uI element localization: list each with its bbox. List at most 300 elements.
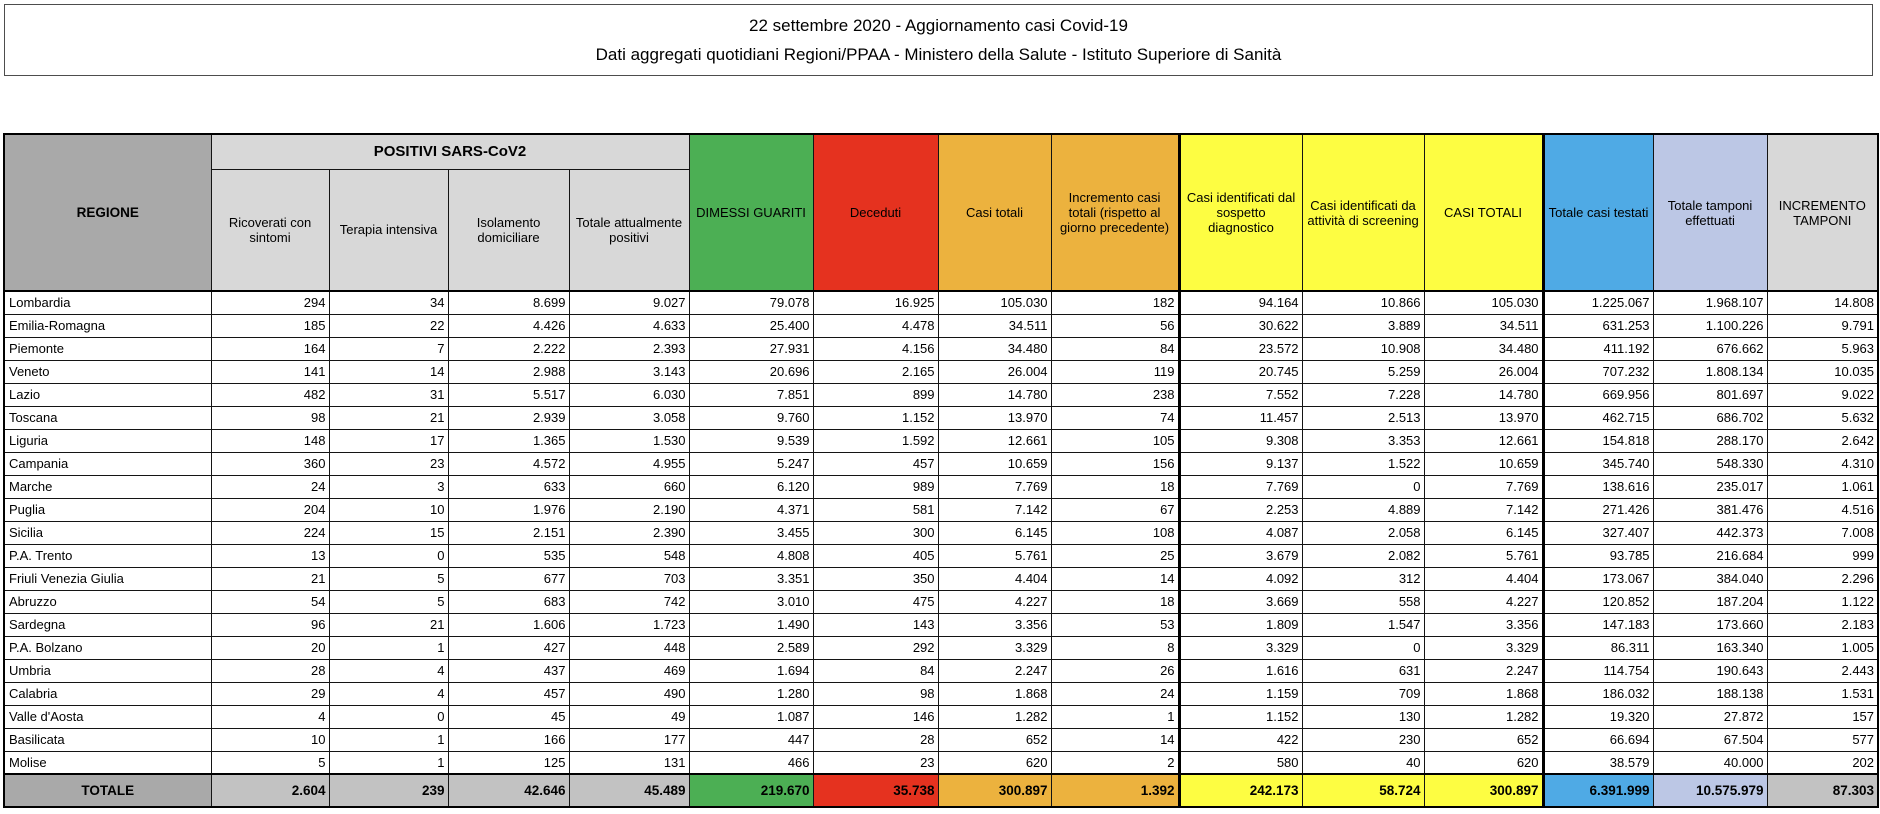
value-cell: 558 bbox=[1302, 590, 1424, 613]
value-cell: 577 bbox=[1767, 728, 1878, 751]
value-cell: 9.539 bbox=[689, 429, 813, 452]
value-cell: 10.866 bbox=[1302, 291, 1424, 314]
value-cell: 3.356 bbox=[938, 613, 1051, 636]
total-value-cell: 1.392 bbox=[1051, 774, 1179, 807]
value-cell: 38.579 bbox=[1543, 751, 1653, 774]
table-row bbox=[4, 383, 1878, 406]
value-cell: 4.227 bbox=[1424, 590, 1543, 613]
value-cell: 2 bbox=[1051, 751, 1179, 774]
value-cell: 67.504 bbox=[1653, 728, 1767, 751]
col-header-deceduti: Deceduti bbox=[813, 134, 938, 291]
value-cell: 1.809 bbox=[1179, 613, 1302, 636]
value-cell: 989 bbox=[813, 475, 938, 498]
value-cell: 3.669 bbox=[1179, 590, 1302, 613]
value-cell: 21 bbox=[211, 567, 329, 590]
total-value-cell: 10.575.979 bbox=[1653, 774, 1767, 807]
value-cell: 1.152 bbox=[813, 406, 938, 429]
value-cell: 411.192 bbox=[1543, 337, 1653, 360]
table-row bbox=[4, 613, 1878, 636]
value-cell: 9.308 bbox=[1179, 429, 1302, 452]
value-cell: 1.522 bbox=[1302, 452, 1424, 475]
value-cell: 34.511 bbox=[938, 314, 1051, 337]
value-cell: 1.100.226 bbox=[1653, 314, 1767, 337]
value-cell: 6.120 bbox=[689, 475, 813, 498]
value-cell: 105.030 bbox=[1424, 291, 1543, 314]
value-cell: 490 bbox=[569, 682, 689, 705]
value-cell: 709 bbox=[1302, 682, 1424, 705]
table-row bbox=[4, 636, 1878, 659]
value-cell: 535 bbox=[448, 544, 569, 567]
value-cell: 288.170 bbox=[1653, 429, 1767, 452]
value-cell: 350 bbox=[813, 567, 938, 590]
total-label-cell: TOTALE bbox=[4, 774, 211, 807]
value-cell: 652 bbox=[1424, 728, 1543, 751]
value-cell: 143 bbox=[813, 613, 938, 636]
value-cell: 2.190 bbox=[569, 498, 689, 521]
value-cell: 6.145 bbox=[938, 521, 1051, 544]
value-cell: 475 bbox=[813, 590, 938, 613]
value-cell: 230 bbox=[1302, 728, 1424, 751]
col-header-regione: REGIONE bbox=[4, 134, 211, 291]
value-cell: 4.310 bbox=[1767, 452, 1878, 475]
value-cell: 581 bbox=[813, 498, 938, 521]
table-row bbox=[4, 498, 1878, 521]
value-cell: 1.968.107 bbox=[1653, 291, 1767, 314]
value-cell: 427 bbox=[448, 636, 569, 659]
value-cell: 177 bbox=[569, 728, 689, 751]
value-cell: 548 bbox=[569, 544, 689, 567]
value-cell: 4.478 bbox=[813, 314, 938, 337]
region-name-cell: Piemonte bbox=[4, 337, 211, 360]
total-row bbox=[4, 774, 1878, 807]
value-cell: 5.963 bbox=[1767, 337, 1878, 360]
value-cell: 5.517 bbox=[448, 383, 569, 406]
value-cell: 119 bbox=[1051, 360, 1179, 383]
value-cell: 125 bbox=[448, 751, 569, 774]
region-name-cell: Friuli Venezia Giulia bbox=[4, 567, 211, 590]
value-cell: 12.661 bbox=[938, 429, 1051, 452]
total-value-cell: 58.724 bbox=[1302, 774, 1424, 807]
value-cell: 23 bbox=[813, 751, 938, 774]
value-cell: 466 bbox=[689, 751, 813, 774]
total-value-cell: 6.391.999 bbox=[1543, 774, 1653, 807]
value-cell: 20.745 bbox=[1179, 360, 1302, 383]
value-cell: 1 bbox=[1051, 705, 1179, 728]
total-value-cell: 35.738 bbox=[813, 774, 938, 807]
value-cell: 676.662 bbox=[1653, 337, 1767, 360]
value-cell: 79.078 bbox=[689, 291, 813, 314]
value-cell: 3.353 bbox=[1302, 429, 1424, 452]
col-header-casi-totali-2: CASI TOTALI bbox=[1424, 134, 1543, 291]
table-row bbox=[4, 452, 1878, 475]
region-name-cell: Calabria bbox=[4, 682, 211, 705]
value-cell: 4.156 bbox=[813, 337, 938, 360]
region-name-cell: Toscana bbox=[4, 406, 211, 429]
value-cell: 2.222 bbox=[448, 337, 569, 360]
col-header-casi-testati: Totale casi testati bbox=[1543, 134, 1653, 291]
value-cell: 4.087 bbox=[1179, 521, 1302, 544]
value-cell: 4.404 bbox=[1424, 567, 1543, 590]
col-header-terapia-intensiva: Terapia intensiva bbox=[329, 169, 448, 291]
table-row bbox=[4, 590, 1878, 613]
region-name-cell: P.A. Bolzano bbox=[4, 636, 211, 659]
value-cell: 27.931 bbox=[689, 337, 813, 360]
value-cell: 14.780 bbox=[938, 383, 1051, 406]
value-cell: 156 bbox=[1051, 452, 1179, 475]
value-cell: 24 bbox=[211, 475, 329, 498]
region-name-cell: Emilia-Romagna bbox=[4, 314, 211, 337]
value-cell: 147.183 bbox=[1543, 613, 1653, 636]
value-cell: 6.030 bbox=[569, 383, 689, 406]
value-cell: 1 bbox=[329, 636, 448, 659]
value-cell: 3.143 bbox=[569, 360, 689, 383]
value-cell: 25 bbox=[1051, 544, 1179, 567]
value-cell: 405 bbox=[813, 544, 938, 567]
value-cell: 138.616 bbox=[1543, 475, 1653, 498]
value-cell: 21 bbox=[329, 613, 448, 636]
value-cell: 1.616 bbox=[1179, 659, 1302, 682]
value-cell: 2.165 bbox=[813, 360, 938, 383]
value-cell: 14 bbox=[329, 360, 448, 383]
value-cell: 1.530 bbox=[569, 429, 689, 452]
value-cell: 108 bbox=[1051, 521, 1179, 544]
value-cell: 7.769 bbox=[1179, 475, 1302, 498]
table-row bbox=[4, 751, 1878, 774]
value-cell: 146 bbox=[813, 705, 938, 728]
value-cell: 1.225.067 bbox=[1543, 291, 1653, 314]
report-header bbox=[4, 4, 1873, 76]
value-cell: 2.443 bbox=[1767, 659, 1878, 682]
value-cell: 12.661 bbox=[1424, 429, 1543, 452]
value-cell: 187.204 bbox=[1653, 590, 1767, 613]
value-cell: 2.296 bbox=[1767, 567, 1878, 590]
value-cell: 448 bbox=[569, 636, 689, 659]
region-name-cell: Campania bbox=[4, 452, 211, 475]
value-cell: 677 bbox=[448, 567, 569, 590]
value-cell: 345.740 bbox=[1543, 452, 1653, 475]
col-header-sospetto-diagnostico: Casi identificati dal sospetto diagnostico bbox=[1179, 134, 1302, 291]
value-cell: 27.872 bbox=[1653, 705, 1767, 728]
value-cell: 1.976 bbox=[448, 498, 569, 521]
value-cell: 148 bbox=[211, 429, 329, 452]
value-cell: 5.259 bbox=[1302, 360, 1424, 383]
value-cell: 7 bbox=[329, 337, 448, 360]
region-name-cell: Sicilia bbox=[4, 521, 211, 544]
value-cell: 157 bbox=[1767, 705, 1878, 728]
value-cell: 2.513 bbox=[1302, 406, 1424, 429]
value-cell: 23.572 bbox=[1179, 337, 1302, 360]
value-cell: 14 bbox=[1051, 567, 1179, 590]
table-body bbox=[4, 291, 1878, 807]
value-cell: 548.330 bbox=[1653, 452, 1767, 475]
total-value-cell: 300.897 bbox=[1424, 774, 1543, 807]
region-name-cell: Abruzzo bbox=[4, 590, 211, 613]
value-cell: 2.642 bbox=[1767, 429, 1878, 452]
value-cell: 182 bbox=[1051, 291, 1179, 314]
col-header-incremento-tamponi: INCREMENTO TAMPONI bbox=[1767, 134, 1878, 291]
value-cell: 1.282 bbox=[938, 705, 1051, 728]
value-cell: 3.010 bbox=[689, 590, 813, 613]
value-cell: 2.247 bbox=[938, 659, 1051, 682]
value-cell: 14.808 bbox=[1767, 291, 1878, 314]
value-cell: 4.371 bbox=[689, 498, 813, 521]
report-title: 22 settembre 2020 - Aggiornamento casi Covid-19 bbox=[749, 15, 1128, 35]
value-cell: 105.030 bbox=[938, 291, 1051, 314]
value-cell: 131 bbox=[569, 751, 689, 774]
value-cell: 84 bbox=[1051, 337, 1179, 360]
value-cell: 3.058 bbox=[569, 406, 689, 429]
value-cell: 235.017 bbox=[1653, 475, 1767, 498]
value-cell: 2.058 bbox=[1302, 521, 1424, 544]
value-cell: 7.228 bbox=[1302, 383, 1424, 406]
value-cell: 34.480 bbox=[1424, 337, 1543, 360]
value-cell: 96 bbox=[211, 613, 329, 636]
value-cell: 24 bbox=[1051, 682, 1179, 705]
value-cell: 11.457 bbox=[1179, 406, 1302, 429]
value-cell: 14.780 bbox=[1424, 383, 1543, 406]
value-cell: 1.723 bbox=[569, 613, 689, 636]
value-cell: 7.142 bbox=[938, 498, 1051, 521]
value-cell: 381.476 bbox=[1653, 498, 1767, 521]
value-cell: 238 bbox=[1051, 383, 1179, 406]
value-cell: 1.005 bbox=[1767, 636, 1878, 659]
value-cell: 10.659 bbox=[1424, 452, 1543, 475]
value-cell: 74 bbox=[1051, 406, 1179, 429]
value-cell: 4 bbox=[211, 705, 329, 728]
value-cell: 631 bbox=[1302, 659, 1424, 682]
value-cell: 9.137 bbox=[1179, 452, 1302, 475]
value-cell: 2.247 bbox=[1424, 659, 1543, 682]
value-cell: 999 bbox=[1767, 544, 1878, 567]
region-name-cell: P.A. Trento bbox=[4, 544, 211, 567]
value-cell: 9.022 bbox=[1767, 383, 1878, 406]
table-row bbox=[4, 475, 1878, 498]
value-cell: 16.925 bbox=[813, 291, 938, 314]
value-cell: 25.400 bbox=[689, 314, 813, 337]
value-cell: 312 bbox=[1302, 567, 1424, 590]
value-cell: 98 bbox=[813, 682, 938, 705]
value-cell: 186.032 bbox=[1543, 682, 1653, 705]
value-cell: 141 bbox=[211, 360, 329, 383]
total-value-cell: 300.897 bbox=[938, 774, 1051, 807]
value-cell: 34.511 bbox=[1424, 314, 1543, 337]
value-cell: 20.696 bbox=[689, 360, 813, 383]
table-row bbox=[4, 337, 1878, 360]
value-cell: 22 bbox=[329, 314, 448, 337]
value-cell: 2.589 bbox=[689, 636, 813, 659]
value-cell: 1.122 bbox=[1767, 590, 1878, 613]
value-cell: 2.390 bbox=[569, 521, 689, 544]
value-cell: 10.659 bbox=[938, 452, 1051, 475]
value-cell: 5.632 bbox=[1767, 406, 1878, 429]
value-cell: 2.151 bbox=[448, 521, 569, 544]
value-cell: 1.868 bbox=[1424, 682, 1543, 705]
value-cell: 2.988 bbox=[448, 360, 569, 383]
value-cell: 5 bbox=[329, 567, 448, 590]
value-cell: 469 bbox=[569, 659, 689, 682]
value-cell: 2.939 bbox=[448, 406, 569, 429]
value-cell: 447 bbox=[689, 728, 813, 751]
value-cell: 23 bbox=[329, 452, 448, 475]
value-cell: 292 bbox=[813, 636, 938, 659]
value-cell: 26.004 bbox=[1424, 360, 1543, 383]
col-header-incremento-casi: Incremento casi totali (rispetto al giorno precedente) bbox=[1051, 134, 1179, 291]
value-cell: 9.760 bbox=[689, 406, 813, 429]
value-cell: 4.808 bbox=[689, 544, 813, 567]
value-cell: 13.970 bbox=[1424, 406, 1543, 429]
total-value-cell: 42.646 bbox=[448, 774, 569, 807]
value-cell: 53 bbox=[1051, 613, 1179, 636]
table-row bbox=[4, 314, 1878, 337]
table-row bbox=[4, 429, 1878, 452]
value-cell: 185 bbox=[211, 314, 329, 337]
value-cell: 457 bbox=[813, 452, 938, 475]
value-cell: 631.253 bbox=[1543, 314, 1653, 337]
covid-data-table bbox=[3, 133, 1879, 808]
value-cell: 3 bbox=[329, 475, 448, 498]
value-cell: 190.643 bbox=[1653, 659, 1767, 682]
value-cell: 294 bbox=[211, 291, 329, 314]
value-cell: 1.808.134 bbox=[1653, 360, 1767, 383]
value-cell: 5.247 bbox=[689, 452, 813, 475]
value-cell: 120.852 bbox=[1543, 590, 1653, 613]
value-cell: 8 bbox=[1051, 636, 1179, 659]
value-cell: 4.633 bbox=[569, 314, 689, 337]
value-cell: 173.067 bbox=[1543, 567, 1653, 590]
table-header bbox=[4, 134, 1878, 291]
value-cell: 422 bbox=[1179, 728, 1302, 751]
value-cell: 0 bbox=[329, 705, 448, 728]
value-cell: 19.320 bbox=[1543, 705, 1653, 728]
value-cell: 10 bbox=[211, 728, 329, 751]
col-group-positivi: POSITIVI SARS-CoV2 bbox=[211, 134, 689, 169]
value-cell: 66.694 bbox=[1543, 728, 1653, 751]
region-name-cell: Liguria bbox=[4, 429, 211, 452]
value-cell: 652 bbox=[938, 728, 1051, 751]
value-cell: 1.159 bbox=[1179, 682, 1302, 705]
value-cell: 2.253 bbox=[1179, 498, 1302, 521]
value-cell: 188.138 bbox=[1653, 682, 1767, 705]
value-cell: 683 bbox=[448, 590, 569, 613]
col-header-totale-positivi: Totale attualmente positivi bbox=[569, 169, 689, 291]
value-cell: 130 bbox=[1302, 705, 1424, 728]
value-cell: 13 bbox=[211, 544, 329, 567]
region-name-cell: Lombardia bbox=[4, 291, 211, 314]
value-cell: 30.622 bbox=[1179, 314, 1302, 337]
value-cell: 5 bbox=[211, 751, 329, 774]
value-cell: 1 bbox=[329, 751, 448, 774]
value-cell: 8.699 bbox=[448, 291, 569, 314]
col-header-tamponi-effettuati: Totale tamponi effettuati bbox=[1653, 134, 1767, 291]
value-cell: 3.356 bbox=[1424, 613, 1543, 636]
value-cell: 1.606 bbox=[448, 613, 569, 636]
value-cell: 6.145 bbox=[1424, 521, 1543, 544]
value-cell: 17 bbox=[329, 429, 448, 452]
value-cell: 34.480 bbox=[938, 337, 1051, 360]
value-cell: 457 bbox=[448, 682, 569, 705]
value-cell: 7.851 bbox=[689, 383, 813, 406]
value-cell: 5.761 bbox=[1424, 544, 1543, 567]
region-name-cell: Sardegna bbox=[4, 613, 211, 636]
table-row bbox=[4, 728, 1878, 751]
value-cell: 7.769 bbox=[938, 475, 1051, 498]
total-value-cell: 242.173 bbox=[1179, 774, 1302, 807]
region-name-cell: Marche bbox=[4, 475, 211, 498]
value-cell: 34 bbox=[329, 291, 448, 314]
value-cell: 3.679 bbox=[1179, 544, 1302, 567]
value-cell: 1.547 bbox=[1302, 613, 1424, 636]
value-cell: 202 bbox=[1767, 751, 1878, 774]
value-cell: 49 bbox=[569, 705, 689, 728]
value-cell: 3.351 bbox=[689, 567, 813, 590]
value-cell: 86.311 bbox=[1543, 636, 1653, 659]
value-cell: 21 bbox=[329, 406, 448, 429]
table-row bbox=[4, 659, 1878, 682]
value-cell: 31 bbox=[329, 383, 448, 406]
value-cell: 29 bbox=[211, 682, 329, 705]
value-cell: 669.956 bbox=[1543, 383, 1653, 406]
col-header-ricoverati: Ricoverati con sintomi bbox=[211, 169, 329, 291]
value-cell: 437 bbox=[448, 659, 569, 682]
value-cell: 2.082 bbox=[1302, 544, 1424, 567]
table-row bbox=[4, 682, 1878, 705]
value-cell: 7.008 bbox=[1767, 521, 1878, 544]
value-cell: 10 bbox=[329, 498, 448, 521]
value-cell: 4.889 bbox=[1302, 498, 1424, 521]
col-header-dimessi-guariti: DIMESSI GUARITI bbox=[689, 134, 813, 291]
value-cell: 4.404 bbox=[938, 567, 1051, 590]
value-cell: 1 bbox=[329, 728, 448, 751]
value-cell: 173.660 bbox=[1653, 613, 1767, 636]
value-cell: 801.697 bbox=[1653, 383, 1767, 406]
value-cell: 3.455 bbox=[689, 521, 813, 544]
value-cell: 4.572 bbox=[448, 452, 569, 475]
value-cell: 7.552 bbox=[1179, 383, 1302, 406]
value-cell: 26 bbox=[1051, 659, 1179, 682]
value-cell: 1.365 bbox=[448, 429, 569, 452]
value-cell: 5.761 bbox=[938, 544, 1051, 567]
region-name-cell: Molise bbox=[4, 751, 211, 774]
value-cell: 4.516 bbox=[1767, 498, 1878, 521]
value-cell: 4 bbox=[329, 682, 448, 705]
value-cell: 105 bbox=[1051, 429, 1179, 452]
value-cell: 271.426 bbox=[1543, 498, 1653, 521]
value-cell: 7.769 bbox=[1424, 475, 1543, 498]
value-cell: 98 bbox=[211, 406, 329, 429]
value-cell: 660 bbox=[569, 475, 689, 498]
value-cell: 216.684 bbox=[1653, 544, 1767, 567]
value-cell: 164 bbox=[211, 337, 329, 360]
value-cell: 20 bbox=[211, 636, 329, 659]
value-cell: 3.329 bbox=[1179, 636, 1302, 659]
value-cell: 45 bbox=[448, 705, 569, 728]
value-cell: 1.490 bbox=[689, 613, 813, 636]
value-cell: 7.142 bbox=[1424, 498, 1543, 521]
value-cell: 703 bbox=[569, 567, 689, 590]
total-value-cell: 45.489 bbox=[569, 774, 689, 807]
value-cell: 482 bbox=[211, 383, 329, 406]
region-name-cell: Veneto bbox=[4, 360, 211, 383]
total-value-cell: 87.303 bbox=[1767, 774, 1878, 807]
value-cell: 2.393 bbox=[569, 337, 689, 360]
value-cell: 84 bbox=[813, 659, 938, 682]
value-cell: 633 bbox=[448, 475, 569, 498]
value-cell: 224 bbox=[211, 521, 329, 544]
value-cell: 360 bbox=[211, 452, 329, 475]
col-header-isolamento: Isolamento domiciliare bbox=[448, 169, 569, 291]
value-cell: 3.329 bbox=[938, 636, 1051, 659]
value-cell: 1.592 bbox=[813, 429, 938, 452]
